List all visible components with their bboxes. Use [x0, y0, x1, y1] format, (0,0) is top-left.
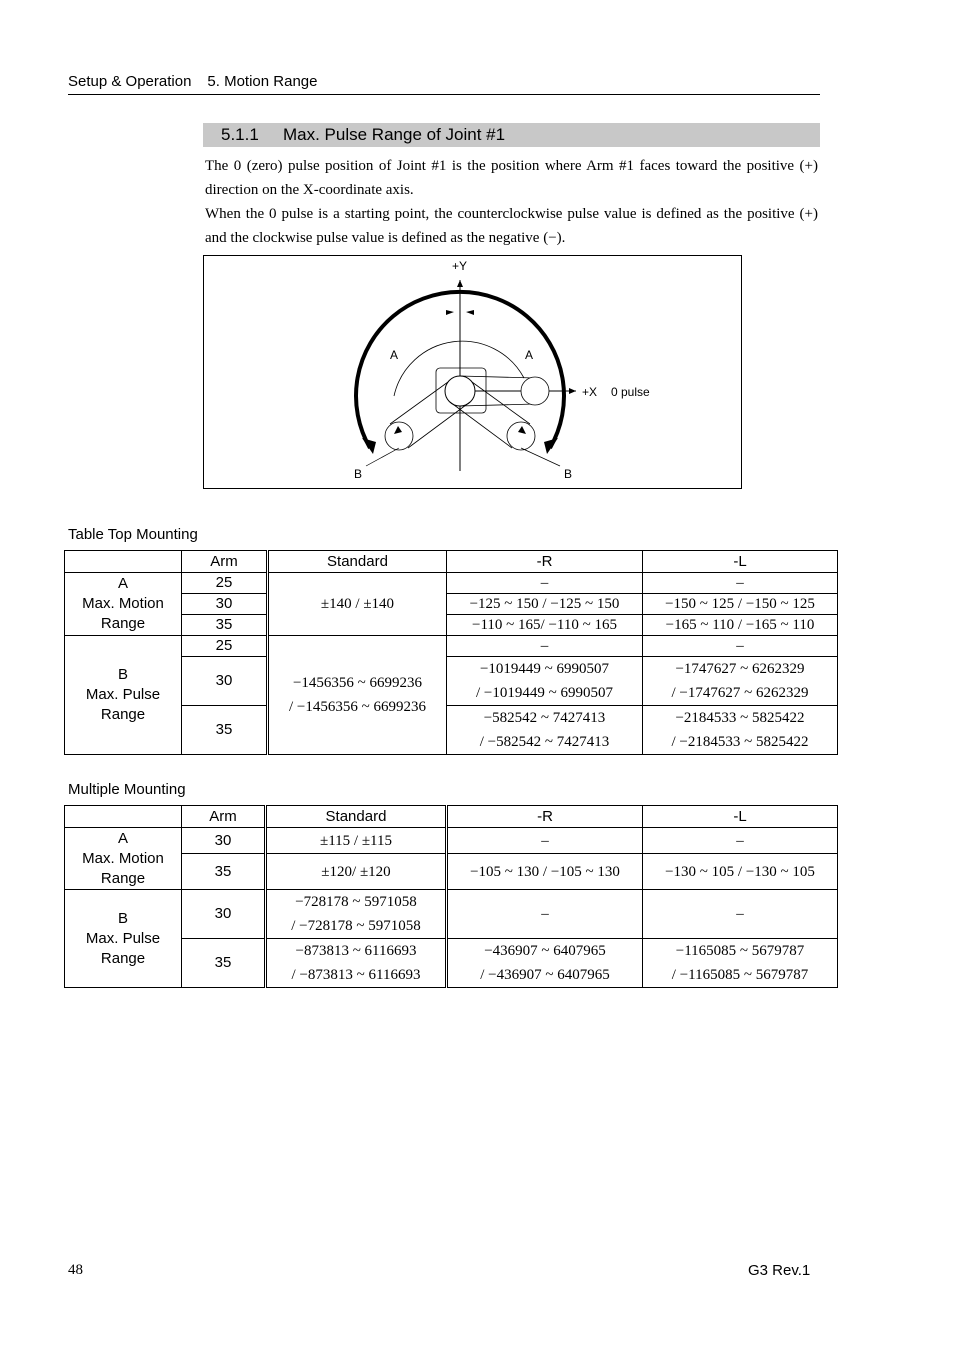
page-number: 48: [68, 1262, 83, 1278]
table-top-mounting: [64, 550, 838, 755]
joint1-circle: [445, 376, 475, 406]
l-cell: –: [643, 828, 838, 854]
inner-arrow-left: [446, 310, 454, 315]
paragraph-zero-pulse: The 0 (zero) pulse position of Joint #1 is the position where Arm #1 faces toward the positive (+) direction on the X-coordinate axis.: [205, 158, 818, 198]
header-part: Setup & Operation: [68, 73, 192, 90]
inner-arrow-right: [466, 310, 474, 315]
l-cell: –: [643, 890, 838, 939]
l-cell: −1165085 ~ 5679787 / −1165085 ~ 5679787: [643, 939, 838, 988]
page-header: [68, 73, 820, 95]
l-cell: −2184533 ~ 5825422 / −2184533 ~ 5825422: [643, 706, 838, 755]
header-standard: Standard: [268, 551, 447, 573]
l-cell: −1747627 ~ 6262329 / −1747627 ~ 6262329: [643, 657, 838, 706]
l-cell: –: [643, 573, 838, 594]
arm-cell: 25: [182, 573, 268, 594]
arm-cell: 30: [182, 890, 266, 939]
caption-multiple: Multiple Mounting: [68, 781, 186, 798]
r-cell: −1019449 ~ 6990507 / −1019449 ~ 6990507: [447, 657, 643, 706]
arm-cell: 35: [182, 615, 268, 636]
y-axis-label: +Y: [452, 259, 468, 273]
arm-right-tip: [507, 422, 535, 450]
r-cell: −105 ~ 130 / −105 ~ 130: [447, 854, 643, 890]
arm-cell: 30: [182, 828, 266, 854]
r-cell: –: [447, 890, 643, 939]
label-b-left: B: [354, 467, 363, 481]
document-revision: G3 Rev.1: [748, 1262, 811, 1279]
table-multiple-mounting: [64, 805, 838, 988]
r-cell: −110 ~ 165/ −110 ~ 165: [447, 615, 643, 636]
header-arm: Arm: [182, 551, 268, 573]
arm-cell: 30: [182, 657, 268, 706]
header-chapter: 5. Motion Range: [207, 73, 318, 90]
group-a-label: A Max. Motion Range: [65, 573, 182, 636]
standard-cell: −873813 ~ 6116693 / −873813 ~ 6116693: [266, 939, 447, 988]
zero-pulse-label: 0 pulse: [611, 385, 650, 399]
standard-cell: ±115 / ±115: [266, 828, 447, 854]
paragraph-direction: When the 0 pulse is a starting point, the counterclockwise pulse value is defined as the positive (+) and the clockwise pulse value is defined as the negative (−).: [205, 206, 818, 246]
b-leader-right: [521, 448, 560, 466]
r-cell: −125 ~ 150 / −125 ~ 150: [447, 594, 643, 615]
arm-cell: 35: [182, 939, 266, 988]
r-cell: –: [447, 636, 643, 657]
group-a-label: A Max. Motion Range: [65, 828, 182, 890]
header-r: -R: [447, 551, 643, 573]
standard-cell: ±120/ ±120: [266, 854, 447, 890]
group-b-label: B Max. Pulse Range: [65, 636, 182, 755]
standard-cell: −728178 ~ 5971058 / −728178 ~ 5971058: [266, 890, 447, 939]
l-cell: −150 ~ 125 / −150 ~ 125: [643, 594, 838, 615]
label-a-right: A: [525, 348, 534, 362]
l-cell: −130 ~ 105 / −130 ~ 105: [643, 854, 838, 890]
header-empty: [65, 806, 182, 828]
group-a-standard: ±140 / ±140: [268, 573, 447, 636]
arm-cell: 35: [182, 854, 266, 890]
group-b-label: B Max. Pulse Range: [65, 890, 182, 988]
header-standard: Standard: [266, 806, 447, 828]
x-axis-label: +X: [582, 385, 598, 399]
r-cell: –: [447, 573, 643, 594]
section-number: 5.1.1: [221, 125, 259, 144]
header-empty: [65, 551, 182, 573]
caption-table-top: Table Top Mounting: [68, 526, 198, 543]
r-cell: −436907 ~ 6407965 / −436907 ~ 6407965: [447, 939, 643, 988]
label-a-left: A: [390, 348, 399, 362]
header-arm: Arm: [182, 806, 266, 828]
header-l: -L: [643, 806, 838, 828]
arm-xaxis-tip: [521, 377, 549, 405]
arm-left-tip: [385, 422, 413, 450]
label-b-right: B: [564, 467, 573, 481]
arm-cell: 25: [182, 636, 268, 657]
l-cell: –: [643, 636, 838, 657]
arc-arrow-right: [544, 438, 558, 454]
header-l: -L: [643, 551, 838, 573]
joint1-range-diagram: [203, 255, 742, 489]
header-r: -R: [447, 806, 643, 828]
joint1-diagram-svg: [204, 256, 743, 490]
section-heading: [203, 123, 820, 147]
r-cell: −582542 ~ 7427413 / −582542 ~ 7427413: [447, 706, 643, 755]
r-cell: –: [447, 828, 643, 854]
section-title: Max. Pulse Range of Joint #1: [283, 125, 506, 144]
arm-cell: 30: [182, 594, 268, 615]
l-cell: −165 ~ 110 / −165 ~ 110: [643, 615, 838, 636]
arm-cell: 35: [182, 706, 268, 755]
group-b-standard: −1456356 ~ 6699236 / −1456356 ~ 6699236: [268, 636, 447, 755]
arc-arrow-left: [362, 438, 376, 454]
